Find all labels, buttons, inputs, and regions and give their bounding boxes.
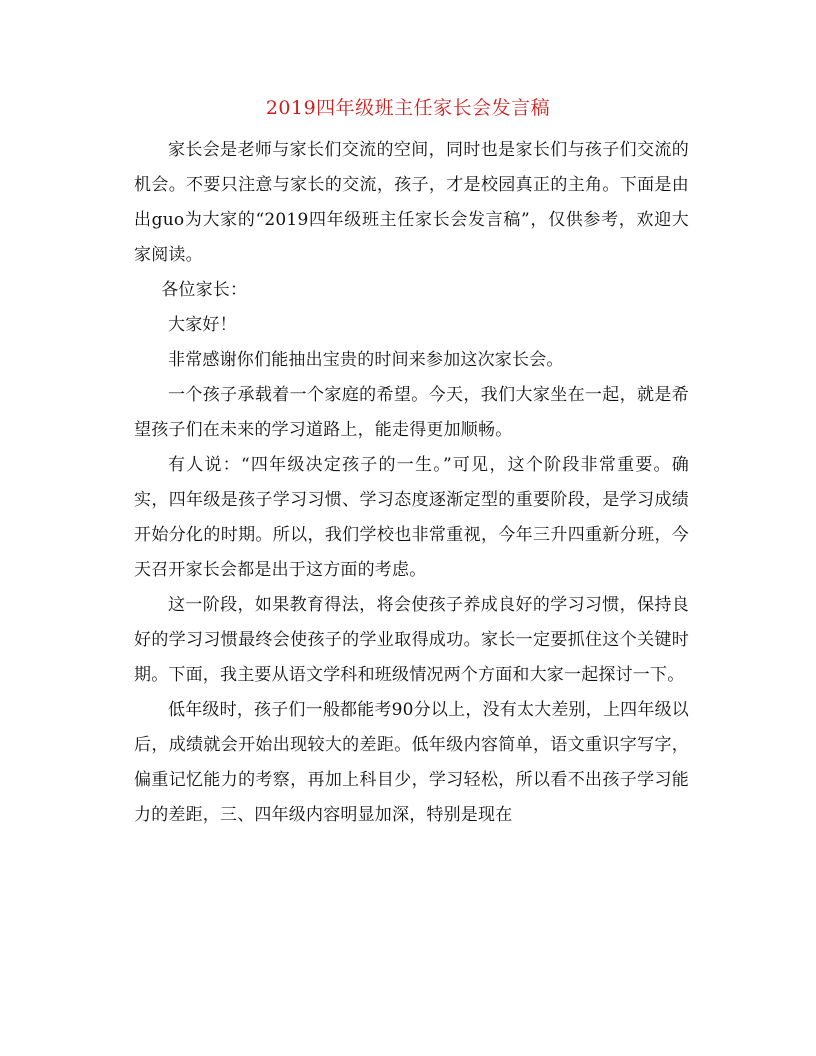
document-body bbox=[134, 133, 689, 833]
thanks-paragraph: 非常感谢你们能抽出宝贵的时间来参加这次家长会。 bbox=[168, 350, 564, 370]
document-title: 2019四年级班主任家长会发言稿 bbox=[265, 97, 551, 119]
grades-paragraph: 低年级时，孩子们一般都能考90分以上，没有太大差别，上四年级以后，成绩就会开始出现较大的差距。低年级内容简单，语文重识字写字，偏重记忆能力的考察，再加上科目少，学习轻松，所以看不出孩子学习能力的差距，三、四年级内容明显加深，特别是现在 bbox=[134, 700, 689, 825]
stage-paragraph: 这一阶段，如果教育得法，将会使孩子养成良好的学习习惯，保持良好的学习习惯最终会使孩子的学业取得成功。家长一定要抓住这个关键时期。下面，我主要从语文学科和班级情况两个方面和大家一起探讨一下。 bbox=[134, 595, 689, 685]
greeting-paragraph: 大家好！ bbox=[168, 315, 237, 335]
intro-paragraph: 家长会是老师与家长们交流的空间，同时也是家长们与孩子们交流的机会。不要只注意与家长的交流，孩子，才是校园真正的主角。下面是由出guo为大家的“2019四年级班主任家长会发言稿”，仅供参考，欢迎大家阅读。 bbox=[134, 140, 689, 265]
hope-paragraph: 一个孩子承载着一个家庭的希望。今天，我们大家坐在一起，就是希望孩子们在未来的学习道路上，能走得更加顺畅。 bbox=[134, 385, 689, 440]
salutation-paragraph: 各位家长： bbox=[161, 280, 248, 300]
importance-paragraph: 有人说：“四年级决定孩子的一生。”可见，这个阶段非常重要。确实，四年级是孩子学习习惯、学习态度逐渐定型的重要阶段，是学习成绩开始分化的时期。所以，我们学校也非常重视，今年三升四重新分班，今天召开家长会都是出于这方面的考虑。 bbox=[134, 455, 689, 580]
